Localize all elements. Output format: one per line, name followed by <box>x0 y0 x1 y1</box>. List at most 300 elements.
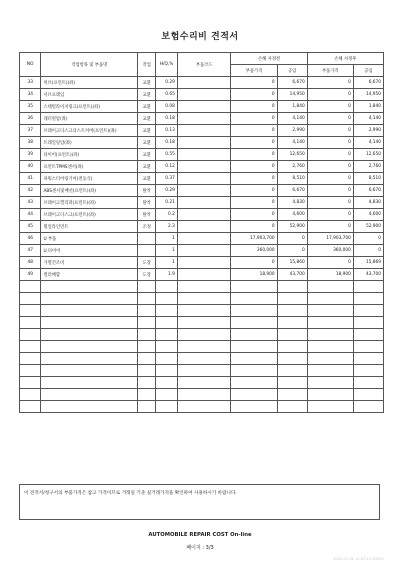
empty-cell <box>277 293 307 305</box>
empty-row <box>20 329 384 341</box>
cell-no: 34 <box>20 89 41 101</box>
empty-row <box>20 389 384 401</box>
empty-cell <box>353 365 383 377</box>
empty-cell <box>138 353 156 365</box>
cell-al: 2,760 <box>353 161 383 173</box>
footer-title: AUTOMOBILE REPAIR COST On-line <box>148 532 252 538</box>
empty-cell <box>41 365 138 377</box>
header-row-top <box>20 53 384 65</box>
cell-no: 49 <box>20 269 41 281</box>
empty-cell <box>20 317 41 329</box>
notice-box <box>19 484 380 520</box>
cell-work: 교환 <box>138 173 156 185</box>
cell-al: 0 <box>353 245 383 257</box>
cell-hq: 0.29 <box>156 77 177 89</box>
empty-row <box>20 365 384 377</box>
empty-cell <box>277 365 307 377</box>
cell-al: 6,670 <box>353 77 383 89</box>
table-row <box>20 173 384 185</box>
cell-code <box>177 149 231 161</box>
empty-cell <box>277 305 307 317</box>
cell-work: 교환 <box>138 89 156 101</box>
cell-hq: 0.2 <box>156 209 177 221</box>
cell-al: 14,950 <box>353 89 383 101</box>
empty-cell <box>277 317 307 329</box>
empty-cell <box>20 365 41 377</box>
cell-bl: 15,860 <box>277 257 307 269</box>
cell-bp: 0 <box>231 197 277 209</box>
header-before-assessment: 손해 사정전 <box>231 53 307 65</box>
empty-cell <box>353 329 383 341</box>
cell-bl: 4,140 <box>277 113 307 125</box>
cell-bp: 0 <box>231 149 277 161</box>
cell-hq: 0.29 <box>156 185 177 197</box>
cell-ap: 0 <box>307 89 353 101</box>
cell-work: 교환 <box>138 101 156 113</box>
page-title: 보험수리비 견적서 <box>161 32 239 42</box>
cell-hq: 0.18 <box>156 113 177 125</box>
cell-bl: 12,650 <box>277 149 307 161</box>
cell-bp: 0 <box>231 173 277 185</box>
empty-cell <box>177 377 231 389</box>
empty-cell <box>20 329 41 341</box>
empty-cell <box>353 401 383 413</box>
empty-cell <box>307 365 353 377</box>
cell-bp: 17,903,700 <box>231 233 277 245</box>
empty-cell <box>20 389 41 401</box>
cell-bl: 4,830 <box>277 197 307 209</box>
empty-cell <box>177 281 231 293</box>
empty-cell <box>177 341 231 353</box>
empty-cell <box>138 341 156 353</box>
cell-hq: 2.3 <box>156 221 177 233</box>
cell-bp: 0 <box>231 101 277 113</box>
cell-work: 조정 <box>138 221 156 233</box>
cell-ap: 0 <box>307 209 353 221</box>
empty-cell <box>307 353 353 365</box>
cell-code <box>177 245 231 257</box>
empty-cell <box>138 305 156 317</box>
cell-hq: 0.08 <box>156 101 177 113</box>
empty-cell <box>353 293 383 305</box>
cell-work: 교환 <box>138 77 156 89</box>
cell-hq: 1 <box>156 233 177 245</box>
cell-hq: 1.9 <box>156 269 177 281</box>
cell-ap: 0 <box>307 197 353 209</box>
cell-bp: 0 <box>231 137 277 149</box>
cell-code <box>177 185 231 197</box>
cell-item: 파워스티어링기어(전동식) <box>41 173 138 185</box>
empty-cell <box>353 377 383 389</box>
cell-bl: 0 <box>277 233 307 245</box>
cell-bl: 14,950 <box>277 89 307 101</box>
cell-item: 프런트TPMS센서(좌) <box>41 161 138 173</box>
table-row <box>20 197 384 209</box>
header-before-part-price: 부품가격 <box>231 65 277 77</box>
empty-cell <box>231 353 277 365</box>
cell-code <box>177 173 231 185</box>
cell-work <box>138 245 156 257</box>
table-row <box>20 245 384 257</box>
empty-cell <box>353 281 383 293</box>
cell-al: 4,140 <box>353 137 383 149</box>
cell-work: 교환 <box>138 125 156 137</box>
empty-cell <box>177 389 231 401</box>
cell-bp: 0 <box>231 209 277 221</box>
empty-cell <box>156 353 177 365</box>
cell-code <box>177 77 231 89</box>
empty-row <box>20 317 384 329</box>
cell-no: 44 <box>20 209 41 221</box>
table-row <box>20 125 384 137</box>
cell-bl: 4,140 <box>277 137 307 149</box>
header-work: 작업 <box>138 53 156 77</box>
cell-bl: 1,840 <box>277 101 307 113</box>
cell-item: U 타이어 <box>41 245 138 257</box>
cell-ap: 0 <box>307 173 353 185</box>
empty-cell <box>156 401 177 413</box>
cell-hq: 0.55 <box>156 149 177 161</box>
empty-cell <box>138 317 156 329</box>
cell-item: 휠얼라인먼트 <box>41 221 138 233</box>
cell-no: 42 <box>20 185 41 197</box>
empty-cell <box>277 401 307 413</box>
header-code: 부품코드 <box>177 53 231 77</box>
header-no: NO <box>20 53 41 77</box>
cell-bl: 0 <box>277 245 307 257</box>
empty-cell <box>307 281 353 293</box>
cell-hq: 0.12 <box>156 161 177 173</box>
cell-no: 39 <box>20 149 41 161</box>
empty-cell <box>231 401 277 413</box>
cell-ap: 0 <box>307 101 353 113</box>
cell-ap: 0 <box>307 257 353 269</box>
cell-ap: 0 <box>307 137 353 149</box>
cell-ap: 0 <box>307 185 353 197</box>
cell-bl: 8,510 <box>277 173 307 185</box>
table-row <box>20 77 384 89</box>
cell-hq: 1 <box>156 257 177 269</box>
header-item: 작업항목 및 부품명 <box>41 53 138 77</box>
cell-item: 타이어(프런트)(좌) <box>41 149 138 161</box>
empty-cell <box>156 365 177 377</box>
empty-cell <box>353 341 383 353</box>
empty-cell <box>353 389 383 401</box>
cell-work: 탈착 <box>138 197 156 209</box>
empty-row <box>20 293 384 305</box>
cell-work: 교환 <box>138 149 156 161</box>
cell-item: 트레일링암(좌) <box>41 137 138 149</box>
cell-hq: 0.37 <box>156 173 177 185</box>
cell-code <box>177 125 231 137</box>
table-row <box>20 233 384 245</box>
empty-cell <box>177 293 231 305</box>
empty-cell <box>41 353 138 365</box>
cell-bp: 0 <box>231 113 277 125</box>
empty-row <box>20 401 384 413</box>
empty-cell <box>20 353 41 365</box>
empty-cell <box>177 329 231 341</box>
empty-cell <box>307 401 353 413</box>
empty-cell <box>307 329 353 341</box>
cell-no: 40 <box>20 161 41 173</box>
cell-bp: 0 <box>231 257 277 269</box>
empty-cell <box>20 293 41 305</box>
empty-cell <box>41 329 138 341</box>
cell-bl: 2,990 <box>277 125 307 137</box>
cell-code <box>177 101 231 113</box>
print-timestamp: 2023-01-31 11:47:15 A3901 <box>333 557 384 561</box>
cell-ap: 0 <box>307 161 353 173</box>
table-row <box>20 89 384 101</box>
empty-cell <box>41 377 138 389</box>
empty-cell <box>231 389 277 401</box>
cell-work: 도장 <box>138 257 156 269</box>
table-row <box>20 209 384 221</box>
cell-work: 교환 <box>138 161 156 173</box>
cell-al: 1,840 <box>353 101 383 113</box>
cell-item: 히브(프런트)(좌) <box>41 77 138 89</box>
cell-no: 35 <box>20 101 41 113</box>
cell-code <box>177 209 231 221</box>
empty-cell <box>177 353 231 365</box>
empty-cell <box>41 401 138 413</box>
empty-cell <box>41 317 138 329</box>
empty-cell <box>353 353 383 365</box>
cell-item: 브레이크디스크(프런트)(좌) <box>41 209 138 221</box>
cell-bp: 0 <box>231 221 277 233</box>
cell-bp: 0 <box>231 77 277 89</box>
cell-bl: 2,760 <box>277 161 307 173</box>
cell-item: 스태빌라이저링크(프런트)(좌) <box>41 101 138 113</box>
cell-al: 4,830 <box>353 197 383 209</box>
empty-cell <box>20 401 41 413</box>
empty-cell <box>307 389 353 401</box>
cell-bp: 0 <box>231 161 277 173</box>
empty-cell <box>156 281 177 293</box>
cell-code <box>177 161 231 173</box>
empty-cell <box>20 305 41 317</box>
cell-no: 43 <box>20 197 41 209</box>
estimate-table <box>19 52 384 413</box>
table-row <box>20 113 384 125</box>
empty-cell <box>41 305 138 317</box>
empty-cell <box>177 317 231 329</box>
table-row <box>20 137 384 149</box>
header-after-part-price: 부품가격 <box>307 65 353 77</box>
empty-row <box>20 341 384 353</box>
cell-item: 컬러배합 <box>41 269 138 281</box>
empty-cell <box>231 317 277 329</box>
cell-code <box>177 197 231 209</box>
cell-al: 6,670 <box>353 185 383 197</box>
cell-code <box>177 137 231 149</box>
empty-cell <box>138 281 156 293</box>
empty-cell <box>177 401 231 413</box>
empty-cell <box>231 341 277 353</box>
cell-al: 8,510 <box>353 173 383 185</box>
empty-cell <box>307 341 353 353</box>
cell-item: ABS센서및배선(프런트)(좌) <box>41 185 138 197</box>
empty-cell <box>231 377 277 389</box>
empty-row <box>20 353 384 365</box>
cell-ap: 0 <box>307 113 353 125</box>
empty-cell <box>138 365 156 377</box>
empty-cell <box>156 317 177 329</box>
header-after-assessment: 손해 사정후 <box>307 53 383 65</box>
cell-work: 교환 <box>138 137 156 149</box>
empty-cell <box>277 389 307 401</box>
empty-row <box>20 377 384 389</box>
empty-cell <box>20 341 41 353</box>
cell-item: 가열건조비 <box>41 257 138 269</box>
cell-bp: 0 <box>231 125 277 137</box>
empty-cell <box>156 305 177 317</box>
empty-cell <box>277 377 307 389</box>
cell-hq: 1 <box>156 245 177 257</box>
table-row <box>20 185 384 197</box>
cell-ap: 0 <box>307 221 353 233</box>
empty-cell <box>231 281 277 293</box>
page-number: 페이지 : 3/3 <box>186 545 214 551</box>
table-row <box>20 161 384 173</box>
cell-work <box>138 233 156 245</box>
empty-cell <box>138 329 156 341</box>
empty-cell <box>41 341 138 353</box>
empty-row <box>20 281 384 293</box>
cell-ap: 17,903,700 <box>307 233 353 245</box>
header-after-labor: 공임 <box>353 65 383 77</box>
cell-code <box>177 113 231 125</box>
cell-hq: 0.18 <box>156 137 177 149</box>
cell-bl: 43,700 <box>277 269 307 281</box>
cell-code <box>177 233 231 245</box>
cell-work: 탈착 <box>138 185 156 197</box>
empty-cell <box>156 377 177 389</box>
cell-code <box>177 221 231 233</box>
cell-item: 서브프레임 <box>41 89 138 101</box>
cell-item: 래터럴암(좌) <box>41 113 138 125</box>
empty-cell <box>41 293 138 305</box>
cell-work: 탈착 <box>138 209 156 221</box>
cell-bp: 360,000 <box>231 245 277 257</box>
cell-al: 52,900 <box>353 221 383 233</box>
cell-bl: 6,670 <box>277 77 307 89</box>
table-row <box>20 101 384 113</box>
table-row <box>20 269 384 281</box>
empty-cell <box>156 293 177 305</box>
cell-al: 4,600 <box>353 209 383 221</box>
header-hq: H/Q,% <box>156 53 177 77</box>
cell-al: 0 <box>353 233 383 245</box>
cell-code <box>177 89 231 101</box>
empty-row <box>20 305 384 317</box>
cell-ap: 0 <box>307 149 353 161</box>
empty-cell <box>307 377 353 389</box>
cell-ap: 18,900 <box>307 269 353 281</box>
cell-hq: 0.13 <box>156 125 177 137</box>
cell-item: 브레이크디스크더스트커버(프런트)(좌) <box>41 125 138 137</box>
cell-bp: 0 <box>231 89 277 101</box>
cell-al: 2,990 <box>353 125 383 137</box>
cell-code <box>177 269 231 281</box>
cell-al: 43,700 <box>353 269 383 281</box>
empty-cell <box>138 401 156 413</box>
empty-cell <box>231 329 277 341</box>
empty-cell <box>277 353 307 365</box>
empty-cell <box>20 281 41 293</box>
cell-no: 36 <box>20 113 41 125</box>
cell-no: 47 <box>20 245 41 257</box>
empty-cell <box>353 305 383 317</box>
cell-bp: 0 <box>231 185 277 197</box>
empty-cell <box>177 305 231 317</box>
cell-hq: 0.65 <box>156 89 177 101</box>
cell-item: 브레이크캘리퍼(프런트)(좌) <box>41 197 138 209</box>
cell-ap: 0 <box>307 125 353 137</box>
cell-no: 33 <box>20 77 41 89</box>
cell-bl: 6,670 <box>277 185 307 197</box>
empty-cell <box>231 305 277 317</box>
cell-al: 15,869 <box>353 257 383 269</box>
table-row <box>20 257 384 269</box>
empty-cell <box>138 377 156 389</box>
empty-cell <box>41 389 138 401</box>
empty-cell <box>353 317 383 329</box>
empty-cell <box>277 329 307 341</box>
cell-no: 41 <box>20 173 41 185</box>
cell-work: 교환 <box>138 113 156 125</box>
empty-cell <box>138 293 156 305</box>
empty-cell <box>231 293 277 305</box>
cell-hq: 0.21 <box>156 197 177 209</box>
header-before-labor: 공임 <box>277 65 307 77</box>
cell-work: 도장 <box>138 269 156 281</box>
table-body <box>20 77 384 413</box>
empty-cell <box>156 341 177 353</box>
cell-no: 48 <box>20 257 41 269</box>
table-row <box>20 221 384 233</box>
empty-cell <box>138 389 156 401</box>
table-row <box>20 149 384 161</box>
cell-bl: 52,900 <box>277 221 307 233</box>
empty-cell <box>156 389 177 401</box>
cell-ap: 0 <box>307 77 353 89</box>
notice-text: 이 견적서/청구서의 부품가격은 참고 가격이므로 거래일 기준 실거래가격을 확인하여 사용하시기 바랍니다. <box>24 491 237 496</box>
cell-bl: 4,600 <box>277 209 307 221</box>
empty-cell <box>307 317 353 329</box>
empty-cell <box>277 281 307 293</box>
cell-no: 46 <box>20 233 41 245</box>
cell-item: U 부품 <box>41 233 138 245</box>
empty-cell <box>307 293 353 305</box>
cell-ap: 360,000 <box>307 245 353 257</box>
cell-code <box>177 257 231 269</box>
empty-cell <box>177 365 231 377</box>
cell-no: 37 <box>20 125 41 137</box>
empty-cell <box>156 329 177 341</box>
empty-cell <box>231 365 277 377</box>
cell-no: 38 <box>20 137 41 149</box>
cell-al: 12,650 <box>353 149 383 161</box>
empty-cell <box>41 281 138 293</box>
cell-bp: 18,900 <box>231 269 277 281</box>
cell-no: 45 <box>20 221 41 233</box>
empty-cell <box>277 341 307 353</box>
empty-cell <box>307 305 353 317</box>
empty-cell <box>20 377 41 389</box>
cell-al: 4,140 <box>353 113 383 125</box>
